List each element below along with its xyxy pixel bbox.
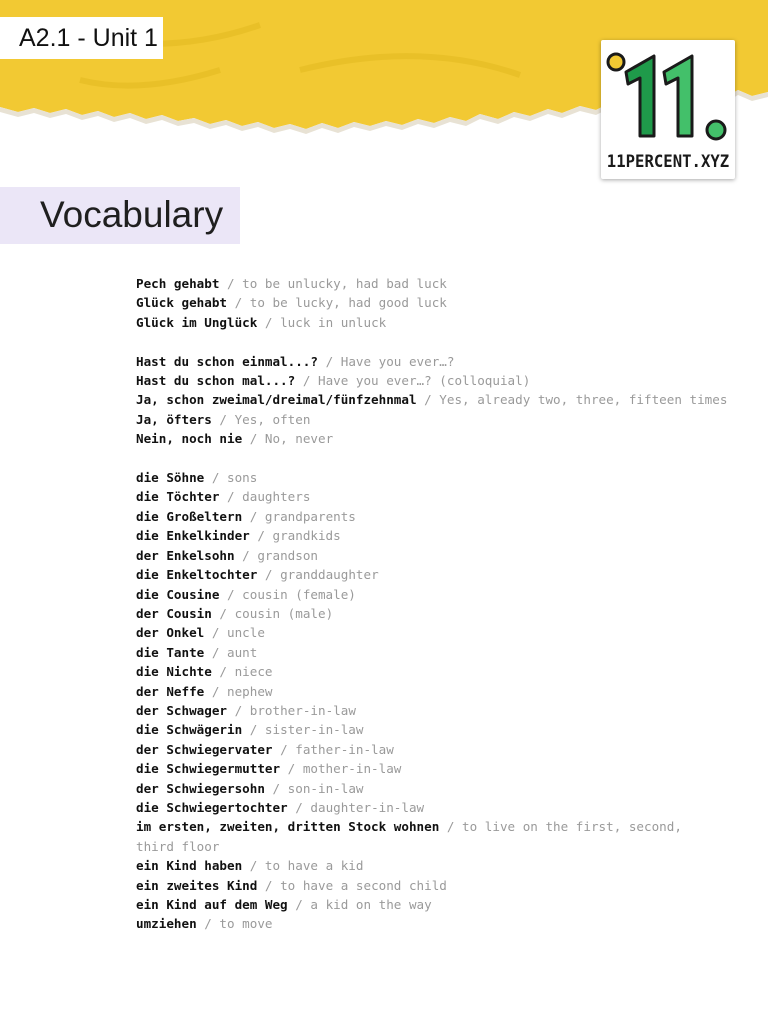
english-translation: son-in-law bbox=[287, 780, 364, 796]
german-term: der Onkel bbox=[136, 625, 205, 641]
vocab-entry: der Cousin / cousin (male) bbox=[136, 605, 334, 621]
english-translation: to be unlucky, had bad luck bbox=[242, 276, 447, 291]
vocab-entry-continuation bbox=[136, 837, 736, 856]
german-term: Nein, noch nie bbox=[136, 431, 243, 447]
vocab-entry: der Schwiegervater / father-in-law bbox=[136, 741, 394, 757]
german-term: der Schwager bbox=[136, 702, 227, 718]
german-term: Pech gehabt bbox=[136, 276, 220, 291]
english-translation: aunt bbox=[227, 644, 258, 660]
vocab-entry: die Tante / aunt bbox=[136, 644, 258, 660]
english-translation: sons bbox=[227, 470, 258, 486]
english-translation: a kid on the way bbox=[310, 897, 432, 912]
vocab-entry: Pech gehabt / to be unlucky, had bad luck bbox=[136, 276, 447, 291]
vocab-entry: der Onkel / uncle bbox=[136, 625, 265, 641]
vocab-entry: die Enkelkinder / grandkids bbox=[136, 528, 341, 544]
english-translation: uncle bbox=[227, 625, 265, 641]
english-translation: cousin (male) bbox=[234, 605, 334, 621]
vocab-entry: der Schwiegersohn / son-in-law bbox=[136, 780, 364, 796]
german-term: die Großeltern bbox=[136, 508, 243, 524]
german-term: Hast du schon einmal...? bbox=[136, 353, 318, 369]
german-term: die Schwiegertochter bbox=[136, 799, 288, 815]
title-banner bbox=[0, 187, 240, 244]
german-term: ein Kind auf dem Weg bbox=[136, 897, 288, 912]
english-translation: nephew bbox=[227, 683, 273, 699]
logo-mark-icon bbox=[606, 46, 730, 150]
vocab-entry: die Nichte / niece bbox=[136, 664, 273, 680]
german-term: die Schwägerin bbox=[136, 722, 243, 738]
german-term: der Schwiegervater bbox=[136, 741, 273, 757]
vocab-entry: die Cousine / cousin (female) bbox=[136, 586, 356, 602]
english-translation: to have a second child bbox=[280, 877, 447, 893]
german-term: die Nichte bbox=[136, 664, 212, 680]
german-term: Glück im Unglück bbox=[136, 314, 258, 330]
english-translation: sister-in-law bbox=[264, 722, 364, 738]
vocab-entry: Nein, noch nie / No, never bbox=[136, 431, 334, 447]
vocab-entry: die Schwiegertochter / daughter-in-law bbox=[136, 799, 425, 815]
vocab-entry: ein Kind auf dem Weg / a kid on the way bbox=[136, 897, 432, 912]
vocab-entry: Hast du schon mal...? / Have you ever…? (colloquial) bbox=[136, 373, 531, 389]
german-term: umziehen bbox=[136, 916, 197, 932]
vocab-entry: der Schwager / brother-in-law bbox=[136, 702, 356, 718]
vocab-entry: Glück gehabt / to be lucky, had good luck bbox=[136, 295, 447, 311]
unit-label: A2.1 - Unit 1 bbox=[0, 17, 163, 59]
vocab-entry: der Neffe / nephew bbox=[136, 683, 273, 699]
vocab-entry: die Schwiegermutter / mother-in-law bbox=[136, 761, 402, 777]
german-term: die Schwiegermutter bbox=[136, 761, 281, 777]
page-title: Vocabulary bbox=[40, 194, 224, 235]
vocab-entry: umziehen / to move bbox=[136, 916, 273, 932]
vocab-entry: die Söhne / sons bbox=[136, 470, 258, 486]
german-term: die Cousine bbox=[136, 586, 220, 602]
english-translation: to live on the first, second, bbox=[462, 819, 682, 835]
english-translation: daughter-in-law bbox=[310, 799, 425, 815]
logo-text: 11PERCENT.XYZ bbox=[606, 152, 730, 172]
vocab-entry: die Großeltern / grandparents bbox=[136, 508, 356, 524]
vocab-entry: der Enkelsohn / grandson bbox=[136, 547, 318, 563]
vocab-entry: ein Kind haben / to have a kid bbox=[136, 858, 364, 874]
english-translation: Yes, often bbox=[234, 411, 311, 427]
english-translation: third floor bbox=[136, 838, 220, 854]
german-term: Ja, schon zweimal/dreimal/fünfzehnmal bbox=[136, 392, 417, 408]
english-translation: father-in-law bbox=[295, 741, 394, 757]
german-term: die Tante bbox=[136, 644, 205, 660]
english-translation: to move bbox=[219, 916, 273, 932]
german-term: der Neffe bbox=[136, 683, 205, 699]
english-translation: to have a kid bbox=[264, 858, 364, 874]
vocab-entry: Glück im Unglück / luck in unluck bbox=[136, 314, 387, 330]
german-term: die Enkelkinder bbox=[136, 528, 250, 544]
german-term: ein zweites Kind bbox=[136, 877, 258, 893]
vocab-entry: die Enkeltochter / granddaughter bbox=[136, 567, 379, 583]
english-translation: to be lucky, had good luck bbox=[249, 295, 447, 311]
german-term: der Cousin bbox=[136, 605, 212, 621]
german-term: die Töchter bbox=[136, 489, 220, 505]
english-translation: niece bbox=[234, 664, 273, 680]
vocab-entry: Ja, öfters / Yes, often bbox=[136, 411, 311, 427]
german-term: die Enkeltochter bbox=[136, 567, 258, 583]
english-translation: grandson bbox=[257, 547, 318, 563]
german-term: die Söhne bbox=[136, 470, 205, 486]
english-translation: mother-in-law bbox=[302, 761, 402, 777]
english-translation: grandkids bbox=[272, 528, 341, 544]
vocab-entry: Ja, schon zweimal/dreimal/fünfzehnmal / Yes, already two, three, fifteen times bbox=[136, 392, 728, 408]
vocab-entry: ein zweites Kind / to have a second child bbox=[136, 877, 447, 893]
english-translation: luck in unluck bbox=[280, 314, 387, 330]
english-translation: No, never bbox=[264, 431, 334, 447]
german-term: Hast du schon mal...? bbox=[136, 373, 296, 389]
vocab-entry: im ersten, zweiten, dritten Stock wohnen / to live on the first, second, bbox=[136, 819, 682, 835]
german-term: der Enkelsohn bbox=[136, 547, 235, 563]
german-term: im ersten, zweiten, dritten Stock wohnen bbox=[136, 819, 440, 835]
english-translation: Have you ever…? bbox=[340, 353, 455, 369]
english-translation: granddaughter bbox=[280, 567, 379, 583]
english-translation: brother-in-law bbox=[249, 702, 356, 718]
english-translation: daughters bbox=[242, 489, 311, 505]
german-term: Ja, öfters bbox=[136, 411, 212, 427]
english-translation: Have you ever…? (colloquial) bbox=[317, 373, 531, 389]
vocab-entry: die Schwägerin / sister-in-law bbox=[136, 722, 364, 738]
german-term: der Schwiegersohn bbox=[136, 780, 265, 796]
vocab-entry: Hast du schon einmal...? / Have you ever…? bbox=[136, 353, 455, 369]
german-term: Glück gehabt bbox=[136, 295, 227, 311]
vocab-entry: die Töchter / daughters bbox=[136, 489, 311, 505]
english-translation: Yes, already two, three, fifteen times bbox=[439, 392, 728, 408]
german-term: ein Kind haben bbox=[136, 858, 243, 874]
logo[interactable] bbox=[601, 40, 735, 179]
vocabulary-list bbox=[136, 274, 736, 934]
english-translation: grandparents bbox=[264, 508, 356, 524]
english-translation: cousin (female) bbox=[242, 586, 356, 602]
